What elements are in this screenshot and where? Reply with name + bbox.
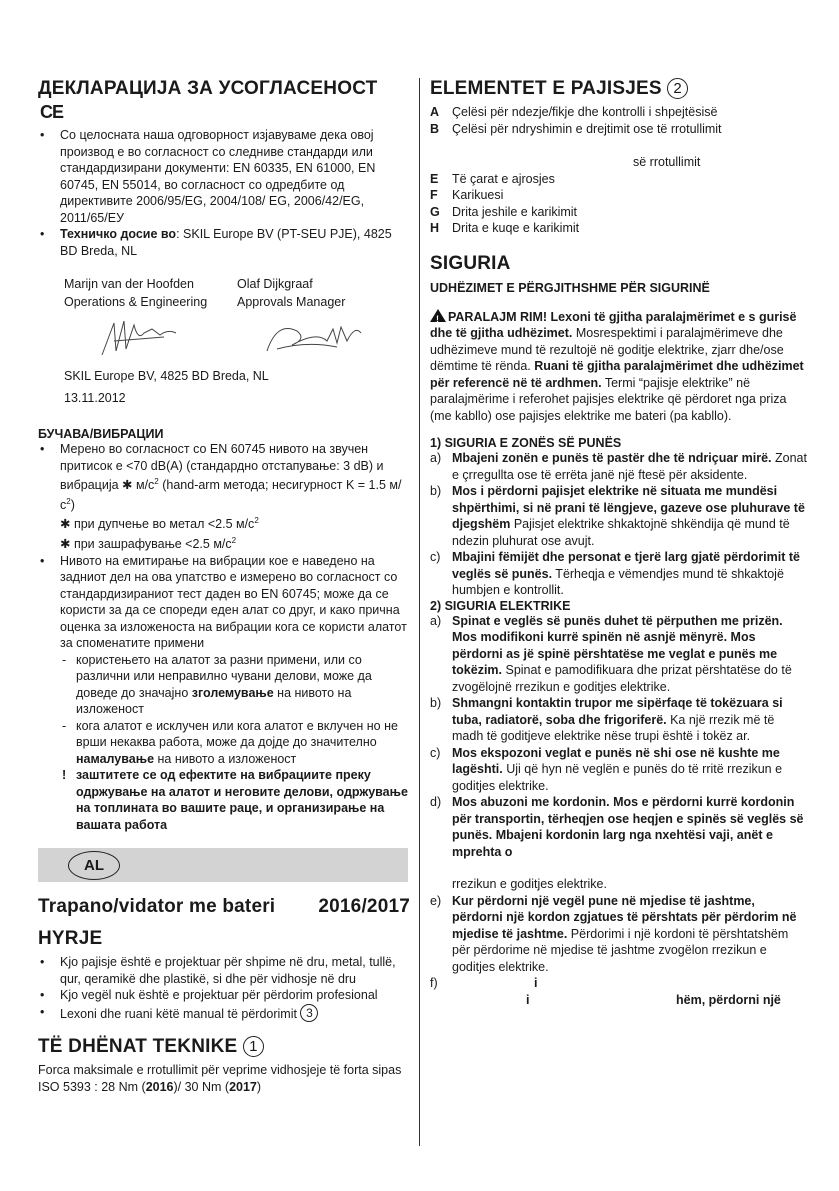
- product-models: 2016/2017: [318, 896, 410, 917]
- right-column: [430, 78, 808, 1009]
- figure-ref-2: 2: [667, 78, 688, 99]
- intro-item: • Lexoni dhe ruani këtë manual të përdorimit 3: [38, 1004, 410, 1023]
- safety-rule: d) Mos abuzoni me kordonin. Mos e përdorni kurrë kordonin për transportin, tërheqjen ose heqjen e spinës së veglës së punës. Mbajeni kordonin larg nga nxehtësi vaji, anët e mprehta o: [430, 795, 804, 859]
- left-column: [38, 78, 410, 833]
- work-area-title: 1) SIGURIA E ZONËS SË PUNËS: [430, 436, 622, 450]
- elements-list: [430, 104, 808, 237]
- noise-screwdriving: ✱ при зашрафување <2.5 $м/с^2$: [60, 535, 237, 552]
- language-badge-al: AL: [68, 851, 120, 880]
- signatory-1-name: Marijn van der Hoofden: [64, 277, 194, 291]
- declaration-list: [38, 127, 410, 259]
- noise-item: • Нивото на емитирање на вибрации кое е наведено на задниот дел на ова упатство е измерено во согласност со стандардизираниот тест даден во EN 60745; може да се користи за да се спореди еден алат со друг, и како прична оценка за изложеноста на вибрации кога се користи алатот за споменатите примени: [38, 553, 410, 652]
- safety-rule: b) Mos i përdorni pajisjet elektrike në situata me mundësi shpërthimi, si në prani të lëngjeve, gazeve ose pluhurave të djegshëm Pajisjet elektrike shkaktojnë shkëndija që mund të ndezin pluhurat ose avujt.: [430, 484, 805, 548]
- safety-subtitle: UDHËZIMET E PËRGJITHSHME PËR SIGURINË: [430, 280, 710, 295]
- intro-item: • Kjo vegël nuk është e projektuar për përdorim profesional: [38, 987, 410, 1004]
- safety-rule: a) Spinat e veglës së punës duhet të përputhen me prizën. Mos modifikoni kurrë spinën në asnjë mënyrë. Mos përdorni as jë spinë përshtatëse me veglat e punës me tokëzim. Spinat e pamodifikuara dhe prizat përshtatëse do të zvogëlojnë rrezikun e goditjes elektrike.: [430, 613, 792, 694]
- tech-file-label: Техничко досие во: [60, 227, 177, 241]
- figure-ref-3: 3: [300, 1004, 318, 1022]
- tech-file-value: : SKIL Europe BV (PT-SEU PJE), 4825 BD Breda, NL: [60, 227, 392, 258]
- noise-dash-item: - користењето на алатот за разни примени, или со различни или неправилно чувани делови, може да доведе до значајно зголемување на нивото на изложеност: [62, 652, 372, 717]
- intro-list: [38, 954, 410, 1022]
- elements-title: ELEMENTET E PAJISJES 2: [430, 78, 808, 100]
- noise-item: • Мерено во согласност со EN 60745 нивото на звучен притисок е <70 dB(A) (стандардно отстапување: 3 dB) и вибрација ✱ $м/с^2$ (hand-arm метода; несигурност K = 1.5 $м/с^2$): [38, 441, 410, 513]
- language-band: [38, 848, 408, 882]
- figure-ref-1: 1: [243, 1036, 264, 1057]
- safety-rule: b) Shmangni kontaktin trupor me sipërfaqe të tokëzuara si tuba, radiatorë, soba dhe frigoriferë. Ka një rrezik më të madh të goditjeve elektrike nëse trupi është i tokëz ar.: [430, 696, 783, 743]
- electrical-safety-title: 2) SIGURIA ELEKTRIKE: [430, 598, 571, 613]
- signatories: [64, 275, 410, 409]
- safety-rule-fragment: i hëm, përdorni një: [526, 993, 781, 1007]
- general-warning: !PARALAJM RIM! Lexoni të gjitha paralajmërimet e s gurisë dhe të gjitha udhëzimet. Mosrespektimi i paralajmërimeve dhe udhëzimeve mund të rezultojë në goditje elektrike, zjarr dhe/ose dëmtime të rënda. Ruani të gjitha paralajmërimet dhe udhëzimet për referencë në të ardhmen. Termi “pajisje elektrike” në paralajmërime i referohet pajisjes elektrike që përdoret nga priza (me kabllo) ose pajisjes elektrike me bateri (pa kabllo).: [430, 309, 808, 425]
- signature-1: [64, 311, 237, 365]
- element-item: A Çelësi për ndezje/fikje dhe kontrolli i shpejtësisë: [430, 105, 718, 119]
- safety-rule: c) Mbajini fëmijët dhe personat e tjerë larg gjatë përdorimit të veglës së punës. Tërheqja e vëmendjes mund të shkaktojë humbjen e kontrollit.: [430, 550, 800, 597]
- safety-rule: a) Mbajeni zonën e punës të pastër dhe të ndriçuar mirë. Zonat e çrregullta ose të errëta janë një ftesë për aksidente.: [430, 451, 807, 482]
- safety-rule: e) Kur përdorni një vegël pune në mjedise të jashtme, përdorni një kordon zgjatues të përshtats për përdorim në mjedise të jashtme. Përdorimi i një kordoni të përshtatshëm për përdorime në mjedise të jashtme zvogëlon rrezikun e goditjes elektrike.: [430, 893, 797, 974]
- vibration-warning: ! заштитете се од ефектите на вибрациите преку одржување на алатот и неговите делови, одржување на топлината во вашите раце, и организирање на вашата работа: [62, 768, 408, 832]
- noise-metal-drilling: ✱ при дупчење во метал <2.5 $м/с^2$: [60, 516, 259, 532]
- tech-data-text: Forca maksimale e rrotullimit për veprime vidhosjeje të forta sipas ISO 5393 : 28 Nm (2016)/ 30 Nm (2017): [38, 1063, 402, 1094]
- declaration-item: [38, 226, 410, 259]
- intro-title: HYRJE: [38, 928, 103, 949]
- element-item: B Çelësi për ndryshimin e drejtimit ose të rrotullimit: [430, 121, 722, 136]
- safety-rule: c) Mos ekspozoni veglat e punës në shi ose në kushte me lagështi. Uji që hyn në veglën e punës do të rritë rrezikun e goditjes elektrike.: [430, 745, 783, 793]
- safety-rule: f) i: [430, 976, 538, 990]
- element-fragment: së rrotullimit: [633, 155, 701, 169]
- warning-icon: [430, 309, 446, 322]
- column-divider: [419, 78, 420, 1146]
- signatory-2-title: Approvals Manager: [237, 295, 346, 309]
- intro-item: • Kjo pajisje është e projektuar për shpime në dru, metal, tullë, qur, qeramikë dhe plastikë, si dhe për vidhosje në dru: [38, 954, 410, 987]
- noise-vibration-title: БУЧАВА/ВИБРАЦИИ: [38, 427, 164, 441]
- product-title: Trapano/vidator me bateri: [38, 896, 276, 917]
- declaration-item: • Со целосната наша одговорност изјавуваме дека овој производ е во согласност со следниве стандарди или стандардизирани документи: EN 60335, EN 61000, EN 60745, EN 55014, во согласност со одредбите од директивите 2006/95/EG, 2004/108/ EG, 2006/42/EG, 2011/65/EУ: [38, 127, 410, 226]
- signatory-1-title: Operations & Engineering: [64, 295, 208, 309]
- declaration-title: ДЕКЛАРАЦИЈА ЗА УСОГЛАСЕНОСТ: [38, 78, 378, 99]
- ce-mark: CE: [40, 102, 64, 122]
- noise-list: [38, 441, 410, 833]
- element-item: G Drita jeshile e karikimit: [430, 204, 578, 219]
- signatory-2-name: Olaf Dijkgraaf: [237, 277, 313, 291]
- safety-title: SIGURIA: [430, 252, 511, 274]
- declaration-date: 13.11.2012: [64, 391, 126, 405]
- element-item: F Karikuesi: [430, 188, 504, 202]
- element-item: E Të çarat e ajrosjes: [430, 171, 555, 186]
- element-item: H Drita e kuqe e karikimit: [430, 221, 580, 235]
- product-heading: [38, 896, 410, 918]
- signature-2: [237, 311, 410, 365]
- albanian-section: [38, 896, 410, 1095]
- company-address: SKIL Europe BV, 4825 BD Breda, NL: [64, 369, 269, 383]
- safety-rule-continuation: rrezikun e goditjes elektrike.: [452, 877, 607, 891]
- tech-data-title: TË DHËNAT TEKNIKE 1: [38, 1036, 410, 1058]
- noise-dash-item: - кога алатот е исклучен или кога алатот е вклучен но не врши некаква работа, може да дојде до значително намалување на нивото а изложеност: [62, 718, 398, 766]
